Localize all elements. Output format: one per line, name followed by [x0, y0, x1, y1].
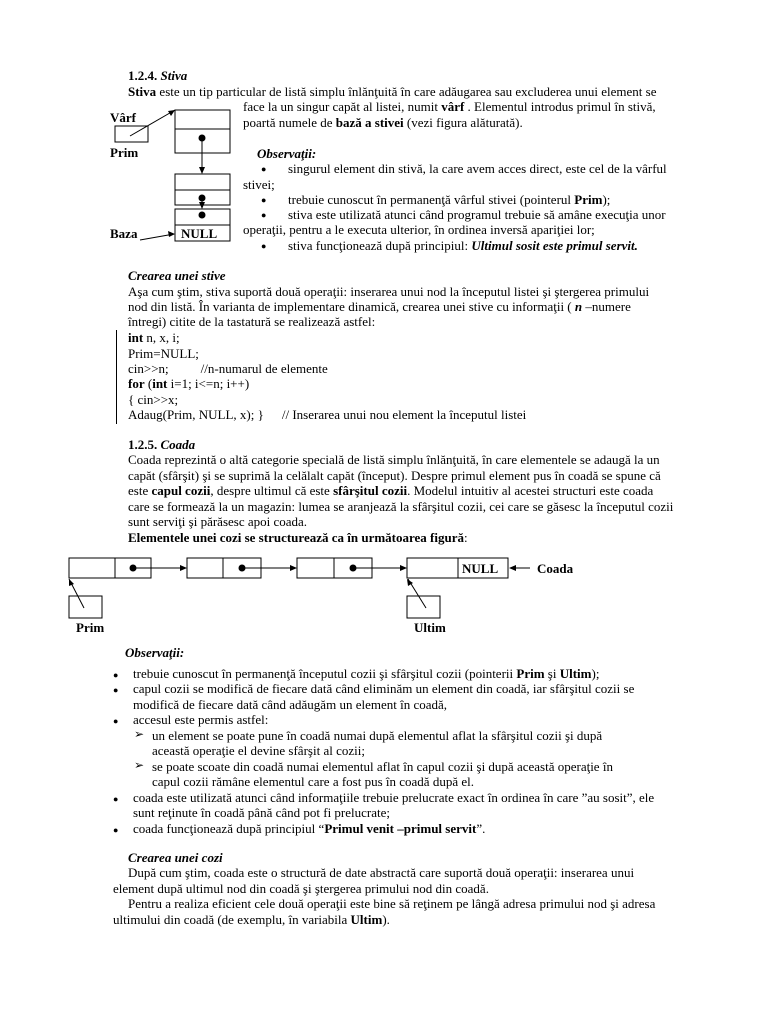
- bullet-dot: ●: [261, 241, 267, 251]
- section-heading-coada: 1.2.5. Coada: [128, 437, 196, 452]
- queue-null-label: NULL: [462, 561, 499, 576]
- stiva-intro-line3: poartă numele de bază a stivei (vezi figura alăturată).: [243, 115, 523, 130]
- creare-coada-p2: element după ultimul nod din coadă şi ştergerea primului nod din coadă.: [113, 881, 489, 896]
- coada-obs-4a: coada este utilizată atunci când informaţiile trebuie prelucrate exact în ordinea în care ”au sosit”, ele: [133, 790, 655, 805]
- coada-p2: capăt (sfârşit) şi se suprimă la celălalt capăt (început). Despre primul element pus în coadă se spune că: [128, 468, 661, 483]
- stack-top-label: Vârf: [110, 110, 136, 125]
- stiva-intro-line2: face la un singur capăt al listei, numit vârf . Elementul introdus primul în stivă,: [243, 99, 656, 114]
- coada-obs-2a: capul cozii se modifică de fiecare dată când eliminăm un element din coadă, iar sfârşitul cozii se: [133, 681, 635, 696]
- creare-coada-title: Crearea unei cozi: [128, 850, 223, 865]
- queue-ultim-label: Ultim: [414, 620, 446, 635]
- coada-obs-2b: modifică de fiecare dată când adăugăm un element în coadă,: [133, 697, 448, 712]
- stack-prim-label: Prim: [110, 145, 139, 160]
- coada-obs-sub1a: un element se poate pune în coadă numai după elementul aflat la sfârşitul cozii şi după: [152, 728, 603, 743]
- code-line-2: Prim=NULL;: [128, 346, 199, 361]
- code-line-6: Adaug(Prim, NULL, x); } // Inserarea unui nou element la începutul listei: [128, 407, 527, 422]
- coada-obs-4b: sunt reţinute în coadă până când pot fi prelucrate;: [133, 805, 391, 820]
- section-heading-stiva: 1.2.4. Stiva: [128, 68, 188, 83]
- code-block-bar: [116, 330, 117, 424]
- queue-prim-label: Prim: [76, 620, 105, 635]
- stiva-obs-title: Observaţii:: [257, 146, 317, 161]
- coada-p3: este capul cozii, despre ultimul că este sfârşitul cozii. Modelul intuitiv al acestei structuri este coada: [128, 483, 654, 498]
- queue-node-3: [297, 558, 407, 578]
- bullet-dot: ●: [113, 716, 119, 726]
- coada-p5: sunt serviţi şi părăsesc apoi coada.: [128, 514, 308, 529]
- coada-obs-sub1b: această operaţie el devine sfârşit al cozii;: [152, 743, 365, 758]
- queue-coada-label: Coada: [537, 561, 574, 576]
- code-line-1: int n, x, i;: [128, 330, 180, 345]
- coada-obs-5: coada funcţionează după principiul “Primul venit –primul servit”.: [133, 821, 486, 836]
- stack-null-label: NULL: [181, 226, 218, 241]
- creare-coada-p4: ultimului din coadă (de exemplu, în variabila Ultim).: [113, 912, 390, 927]
- bullet-dot: ●: [113, 825, 119, 835]
- bullet-dot: ●: [261, 195, 267, 205]
- coada-obs-sub2b: capul cozii rămâne elementul care a fost pus în coadă după el.: [152, 774, 474, 789]
- stiva-obs-2: trebuie cunoscut în permanenţă vârful stivei (pointerul Prim);: [288, 192, 611, 207]
- creare-coada-p1: După cum ştim, coada este o structură de date abstractă care suportă două operaţii: inserarea unui: [128, 865, 635, 880]
- stack-base-label: Baza: [110, 226, 138, 241]
- creare-stiva-p1: Aşa cum ştim, stiva suportă două operaţii: inserarea unui nod la începutul listei şi ştergerea primului: [128, 284, 650, 299]
- queue-prim-pointer: [69, 579, 102, 618]
- bullet-dot: ●: [261, 164, 267, 174]
- creare-coada-p3: Pentru a realiza eficient cele două operaţii este bine să reţinem pe lângă adresa primului nod şi adresa: [128, 896, 656, 911]
- stiva-obs-3: stiva este utilizată atunci când programul trebuie să amâne execuţia unor: [288, 207, 666, 222]
- code-line-3: cin>>n; //n-numarul de elemente: [128, 361, 328, 376]
- creare-stiva-title: Crearea unei stive: [128, 268, 226, 283]
- queue-coada-arrow: [509, 565, 530, 571]
- stack-node-2: [175, 174, 230, 209]
- bullet-dot: ●: [113, 685, 119, 695]
- creare-stiva-p3: întregi) citite de la tastatură se realizează astfel:: [128, 314, 376, 329]
- stiva-obs-3b: operaţii, pentru a le executa ulterior, în ordinea inversă apariţiei lor;: [243, 222, 595, 237]
- coada-obs-1: trebuie cunoscut în permanenţă începutul cozii şi sfârşitul cozii (pointerii Prim şi Ultim);: [133, 666, 600, 681]
- code-line-5: { cin>>x;: [128, 392, 179, 407]
- coada-obs-3: accesul este permis astfel:: [133, 712, 269, 727]
- stiva-obs-1: singurul element din stivă, la care avem acces direct, este cel de la vârful: [288, 161, 667, 176]
- bullet-dot: ●: [113, 670, 119, 680]
- code-line-4: for (int i=1; i<=n; i++): [128, 376, 250, 391]
- queue-node-1: [69, 558, 187, 578]
- stiva-obs-1b: stivei;: [243, 177, 275, 192]
- stiva-obs-4: stiva funcţionează după principiul: Ultimul sosit este primul servit.: [288, 238, 638, 253]
- stiva-intro-line1: Stiva este un tip particular de listă simplu înlănţuită în care adăugarea sau excluderea unui element se: [128, 84, 657, 99]
- creare-stiva-p2: nod din listă. În varianta de implementare dinamică, crearea unei stive cu informaţii ( n –numere: [128, 299, 631, 314]
- arrow-bullet-icon: ➢: [134, 758, 145, 772]
- stack-node-1: [175, 110, 230, 174]
- queue-ultim-pointer: [407, 579, 440, 618]
- coada-obs-sub2a: se poate scoate din coadă numai elementul aflat în capul cozii şi după această operaţie în: [152, 759, 613, 774]
- bullet-dot: ●: [113, 794, 119, 804]
- coada-p4: care se formează la un magazin: lumea se aranjează la sfârşitul cozii, cei care se găsesc la începutul cozii: [128, 499, 674, 514]
- arrow-bullet-icon: ➢: [134, 727, 145, 741]
- coada-p1: Coada reprezintă o altă categorie specială de listă simplu înlănţuită, în care elementele se adaugă la un: [128, 452, 660, 467]
- bullet-dot: ●: [261, 210, 267, 220]
- coada-fig-caption: Elementele unei cozi se structurează ca în următoarea figură:: [128, 530, 468, 545]
- queue-node-2: [187, 558, 297, 578]
- coada-obs-title: Observaţii:: [125, 645, 185, 660]
